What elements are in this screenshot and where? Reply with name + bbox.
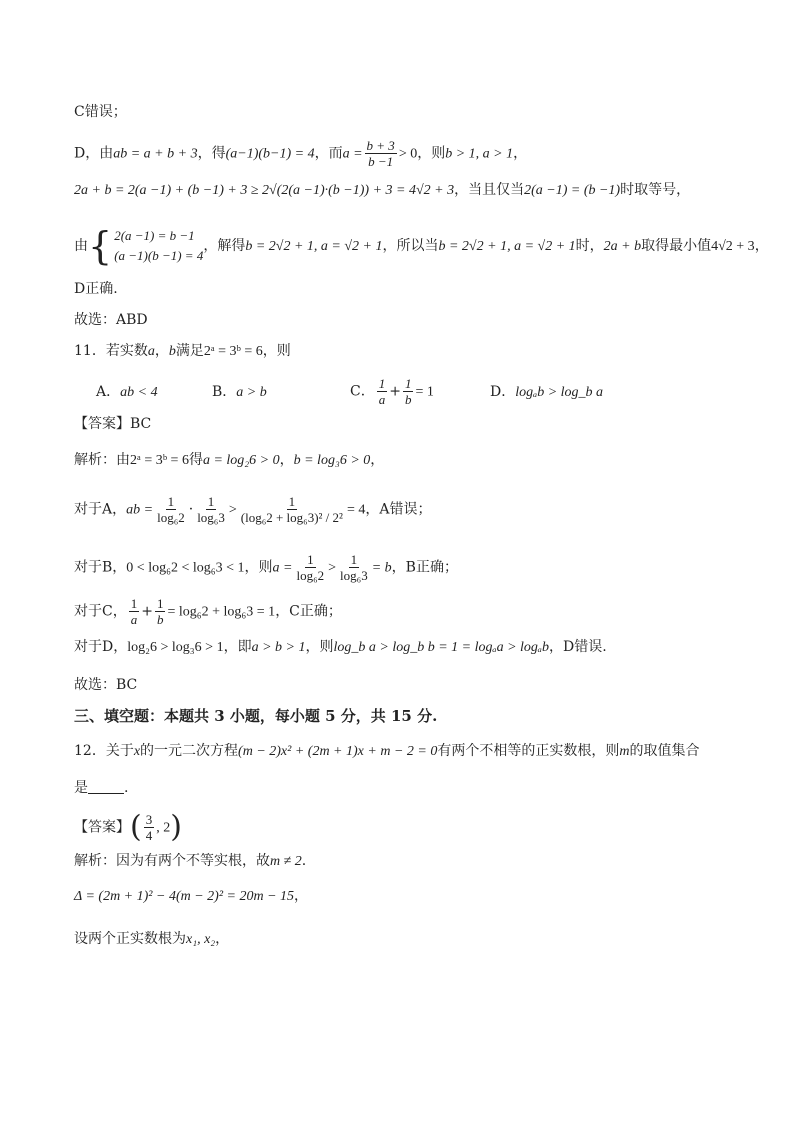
- option-a: A．ab < 4: [96, 383, 158, 400]
- line-d-2: 2a + b = 2(a −1) + (b −1) + 3 ≥ 2√(2(a −1)·(b −1)) + 3 = 4√2 + 3，当且仅当2(a −1) = (b −1)时取等号，: [74, 182, 691, 198]
- line-choose-2: 故选：BC: [74, 677, 138, 693]
- q11-solution: 解析：由2ᵃ = 3ᵇ = 6得a = log₂6 > 0，b = log₃6 > 0，: [74, 452, 385, 468]
- option-c: C． $\frac{1}{a}$ + $\frac{1}{b}$ = 1: [350, 376, 434, 407]
- fraction: $\frac{b + 3}{b -1}$: [366, 138, 395, 169]
- q12-delta: Δ = (2m + 1)² − 4(m − 2)² = 20m − 15，: [74, 888, 309, 904]
- line-c-wrong: C错误；: [74, 104, 127, 120]
- q12-stem-2: 是 .: [74, 780, 129, 796]
- q11-for-c: 对于C， $\frac{1}{a}$ + $\frac{1}{b}$ = log₆2 + log₆3 = 1，C正确；: [74, 596, 342, 627]
- line-d-1: D，由ab = a + b + 3，得(a−1)(b−1) = 4，而a = $\frac{b + 3}{b -1}$ > 0，则b > 1, a > 1，: [74, 138, 528, 169]
- q11-for-d: 对于D，log₂6 > log₃6 > 1，即a > b > 1，则log_b a > log_b b = 1 = logₐa > logₐb，D错误.: [74, 639, 607, 655]
- q11-for-a: 对于A，ab = $\frac{1}{\text{log₆2}}$ · $\frac{1}{\text{log₆3}}$ > $\frac{1}{\text{(log₆2 + log₆3)² / 2²}}$ = 4，A错误；: [74, 494, 432, 525]
- q11-options: [96, 376, 603, 407]
- line-d-3: 由 { 2(a −1) = b −1 (a −1)(b −1) = 4 ，解得b = 2√2 + 1, a = √2 + 1，所以当b = 2√2 + 1, a = √2 + 1时，2a + b取得最小值4√2 + 3，: [74, 224, 769, 268]
- option-b: B．a > b: [212, 383, 267, 400]
- q12-stem: 12．关于x的一元二次方程(m − 2)x² + (2m + 1)x + m − 2 = 0有两个不相等的正实数根，则m的取值集合: [74, 743, 700, 759]
- q12-roots: 设两个正实数根为x₁, x₂，: [74, 931, 230, 947]
- q11-answer: 【答案】BC: [74, 416, 152, 432]
- option-d: D．logₐb > log_b a: [490, 383, 604, 400]
- q11-stem: 11．若实数a，b满足2ᵃ = 3ᵇ = 6，则: [74, 343, 291, 359]
- answer-blank: [88, 779, 124, 794]
- line-choose-1: 故选：ABD: [74, 312, 148, 328]
- section-heading: 三、填空题：本题共 3 小题，每小题 5 分，共 15 分.: [74, 707, 438, 725]
- q12-answer: 【答案】( $\frac{3}{4}$ , 2): [74, 809, 182, 845]
- line-d-correct: D正确.: [74, 281, 118, 297]
- q11-for-b: 对于B，0 < log₆2 < log₆3 < 1，则a = $\frac{1}{\text{log₆2}}$ > $\frac{1}{\text{log₆3}}$ = b，B正确；: [74, 552, 458, 583]
- equation-system: { 2(a −1) = b −1 (a −1)(b −1) = 4: [88, 224, 204, 268]
- q12-solution: 解析：因为有两个不等实根，故m ≠ 2.: [74, 853, 307, 869]
